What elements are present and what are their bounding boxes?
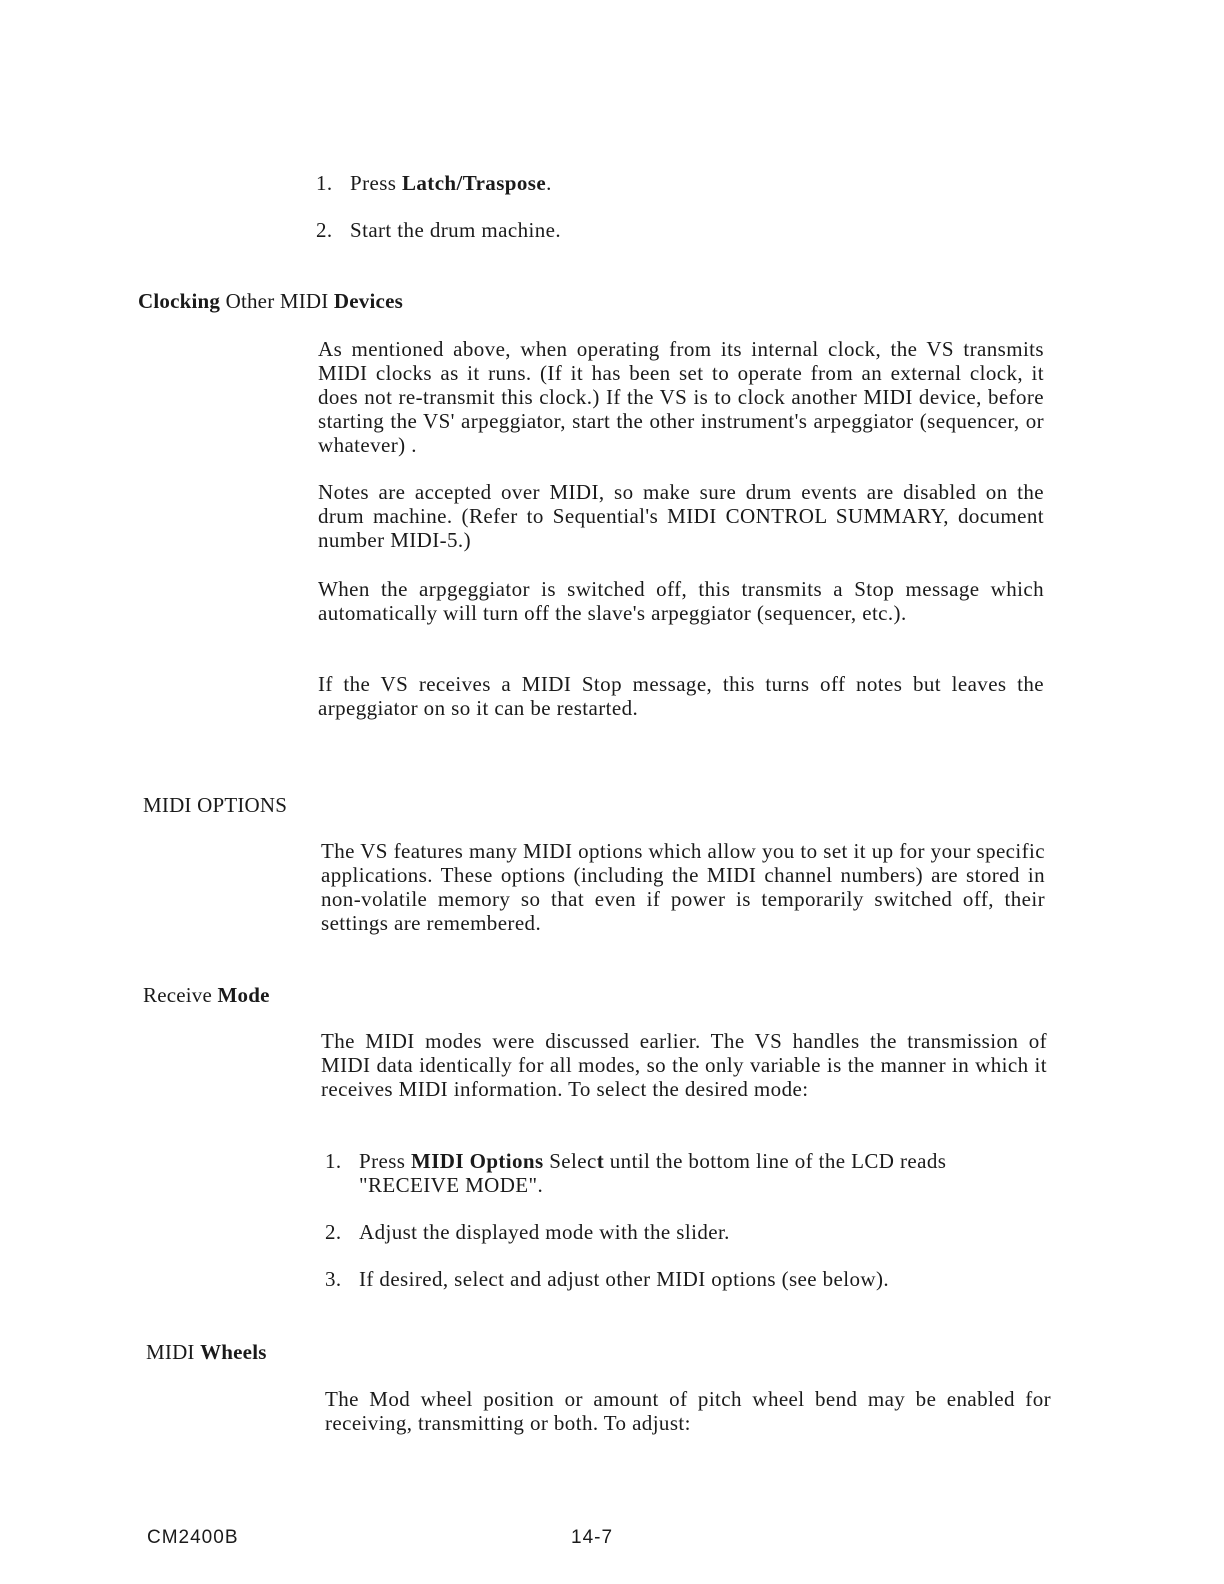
step-text: If desired, select and adjust other MIDI options (see below). xyxy=(359,1267,889,1291)
document-id: CM2400B xyxy=(147,1527,239,1548)
step-number: 2. xyxy=(325,1220,342,1244)
section-heading-midi-options: MIDI OPTIONS xyxy=(143,793,288,817)
step-key-name: t xyxy=(596,1149,605,1173)
paragraph: If the VS receives a MIDI Stop message, this turns off notes but leaves the arpeggiator on so it can be restarted. xyxy=(318,672,1044,720)
paragraph: The Mod wheel position or amount of pitch wheel bend may be enabled for receiving, transmitting or both. To adjust: xyxy=(325,1387,1051,1435)
step-number: 2. xyxy=(316,218,333,242)
step-text: Press xyxy=(359,1149,411,1173)
heading-part: Wheels xyxy=(200,1340,267,1364)
receive-step-1 xyxy=(325,1149,1051,1197)
step-text: Press xyxy=(350,171,402,195)
step-text: until the bottom line of the LCD reads "RECEIVE MODE". xyxy=(359,1149,947,1197)
receive-step-3 xyxy=(325,1267,1051,1291)
step-text: Start the drum machine. xyxy=(350,218,561,242)
step-suffix: . xyxy=(546,171,552,195)
top-step-1 xyxy=(316,171,1056,195)
step-key-name: MIDI Options xyxy=(411,1149,544,1173)
paragraph: When the arpgeggiator is switched off, this transmits a Stop message which automatically will turn off the slave's arpeggiator (sequencer, etc.). xyxy=(318,577,1044,625)
paragraph: The VS features many MIDI options which allow you to set it up for your specific applications. These options (including the MIDI channel numbers) are stored in non-volatile memory so that even if power is temporarily switched off, their settings are remembered. xyxy=(321,839,1045,935)
paragraph: As mentioned above, when operating from its internal clock, the VS transmits MIDI clocks as it runs. (If it has been set to operate from an external clock, it does not re-transmit this clock.) If the VS is to clock another MIDI device, before starting the VS' arpeggiator, start the other instrument's arpeggiator (sequencer, or whatever) . xyxy=(318,337,1044,457)
step-text: Selec xyxy=(543,1149,597,1173)
step-number: 1. xyxy=(316,171,333,195)
step-text: Adjust the displayed mode with the slider. xyxy=(359,1220,730,1244)
paragraph: The MIDI modes were discussed earlier. The VS handles the transmission of MIDI data identically for all modes, so the only variable is the manner in which it receives MIDI information. To select the desired mode: xyxy=(321,1029,1047,1101)
heading-part: MIDI xyxy=(146,1340,201,1364)
section-heading-clocking xyxy=(138,289,403,313)
section-heading-midi-wheels xyxy=(146,1340,267,1364)
heading-part: Other MIDI xyxy=(220,289,334,313)
heading-part: Devices xyxy=(333,289,403,313)
heading-part: Receive xyxy=(143,983,218,1007)
step-number: 1. xyxy=(325,1149,342,1173)
step-number: 3. xyxy=(325,1267,342,1291)
receive-step-2 xyxy=(325,1220,1051,1244)
page-number: 14-7 xyxy=(571,1527,614,1548)
heading-part: Mode xyxy=(217,983,270,1007)
paragraph: Notes are accepted over MIDI, so make sure drum events are disabled on the drum machine. (Refer to Sequential's MIDI CONTROL SUMMARY, document number MIDI-5.) xyxy=(318,480,1044,552)
heading-part: Clocking xyxy=(138,289,221,313)
section-heading-receive-mode xyxy=(143,983,270,1007)
top-step-2 xyxy=(316,218,1056,242)
step-key-name: Latch/Traspose xyxy=(402,171,547,195)
